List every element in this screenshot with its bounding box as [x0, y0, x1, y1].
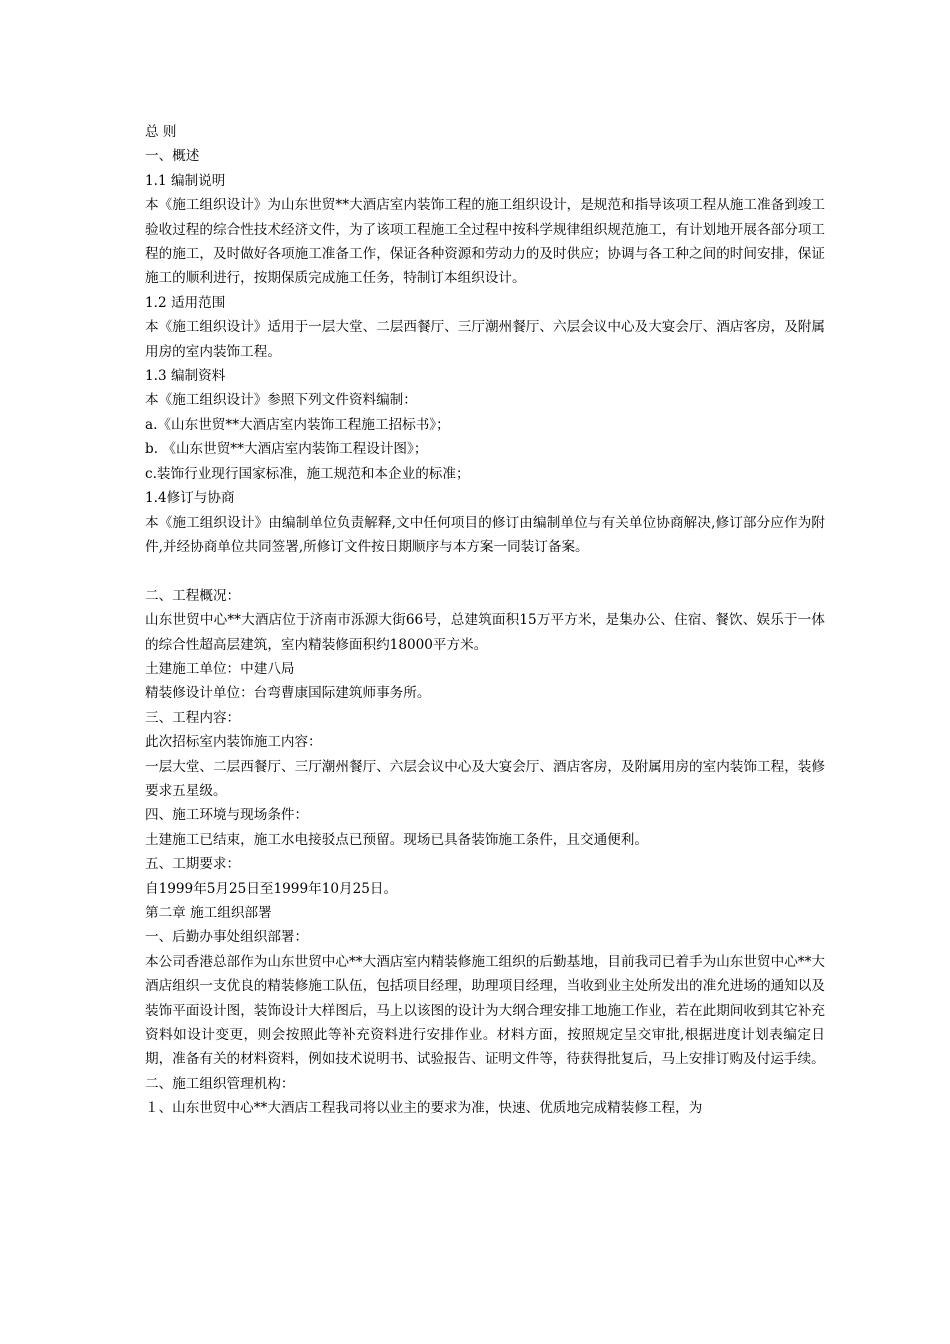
paragraph: 本公司香港总部作为山东世贸中心**大酒店室内精装修施工组织的后勤基地，目前我司已着手为山东世贸中心**大酒店组织一支优良的精装修施工队伍，包括项目经理，助理项目经理，当收到业主处所发出的准允进场的通知以及装饰平面设计图，装饰设计大样图后，马上以该图的设计为大纲合理安排工地施工作业，若在此期间收到其它补充资料如设计变更，则会按照此等补充资料进行安排作业。材料方面，按照规定呈交审批,根据进度计划表编定日期，准备有关的材料资料，例如技术说明书、试验报告、证明文件等，待获得批复后，马上安排订购及付运手续。: [145, 953, 825, 1068]
subsection-heading: 1.3 编制资料: [145, 368, 226, 385]
doc-title: 总 则: [145, 124, 177, 140]
document-page: [145, 120, 825, 1121]
list-item: a.《山东世贸**大酒店室内装饰工程施工招标书》；: [145, 416, 450, 433]
paragraph: 山东世贸中心**大酒店位于济南市泺源大街66号，总建筑面积15万平方米，是集办公、住宿、餐饮、娱乐于一体的综合性超高层建筑，室内精装修面积约18000平方米。: [145, 612, 825, 653]
subsection-heading: 1.2 适用范围: [145, 294, 226, 311]
section-heading: 四、施工环境与现场条件：: [145, 807, 309, 824]
section-heading: 三、工程内容：: [145, 709, 241, 726]
paragraph: 本《施工组织设计》适用于一层大堂、二层西餐厅、三厅潮州餐厅、六层会议中心及大宴会厅、酒店客房，及附属用房的室内装饰工程。: [145, 319, 825, 360]
blank-line: [145, 559, 825, 583]
paragraph: 土建施工单位：中建八局: [145, 660, 295, 677]
paragraph: 本《施工组织设计》为山东世贸**大酒店室内装饰工程的施工组织设计，是规范和指导该项工程从施工准备到竣工验收过程的综合性技术经济文件，为了该项工程施工全过程中按科学规律组织规范施工，有计划地开展各部分项工程的施工，及时做好各项施工准备工作，保证各种资源和劳动力的及时供应；协调与各工种之间的时间安排，保证施工的顺利进行，按期保质完成施工任务，特制订本组织设计。: [145, 197, 825, 287]
subsection-heading: 1.1 编制说明: [145, 172, 226, 189]
section-heading: 五、工期要求：: [145, 856, 241, 873]
paragraph: 自1999年5月25日至1999年10月25日。: [145, 880, 398, 897]
section-heading: 一、概述: [145, 148, 200, 165]
paragraph: 本《施工组织设计》由编制单位负责解释,文中任何项目的修订由编制单位与有关单位协商解决,修订部分应作为附件,并经协商单位共同签署,所修订文件按日期顺序与本方案一同装订备案。: [145, 514, 825, 555]
paragraph: 一层大堂、二层西餐厅、三厅潮州餐厅、六层会议中心及大宴会厅、酒店客房，及附属用房的室内装饰工程，装修要求五星级。: [145, 758, 825, 799]
list-item: b. 《山东世贸**大酒店室内装饰工程设计图》；: [145, 441, 428, 458]
paragraph: 此次招标室内装饰施工内容：: [145, 734, 322, 751]
list-item: c.装饰行业现行国家标准，施工规范和本企业的标准；: [145, 465, 470, 482]
section-heading: 一、后勤办事处组织部署：: [145, 929, 309, 946]
paragraph: １、山东世贸中心**大酒店工程我司将以业主的要求为准，快速、优质地完成精装修工程，为: [145, 1100, 703, 1117]
subsection-heading: 1.4修订与协商: [145, 490, 235, 507]
paragraph: 土建施工已结束，施工水电接驳点已预留。现场已具备装饰施工条件，且交通便利。: [145, 831, 648, 848]
paragraph: 本《施工组织设计》参照下列文件资料编制：: [145, 392, 417, 409]
chapter-heading: 第二章 施工组织部署: [145, 904, 272, 921]
section-heading: 二、工程概况：: [145, 587, 241, 604]
paragraph: 精装修设计单位：台弯曹康国际建筑师事务所。: [145, 685, 431, 702]
section-heading: 二、施工组织管理机构：: [145, 1075, 295, 1092]
